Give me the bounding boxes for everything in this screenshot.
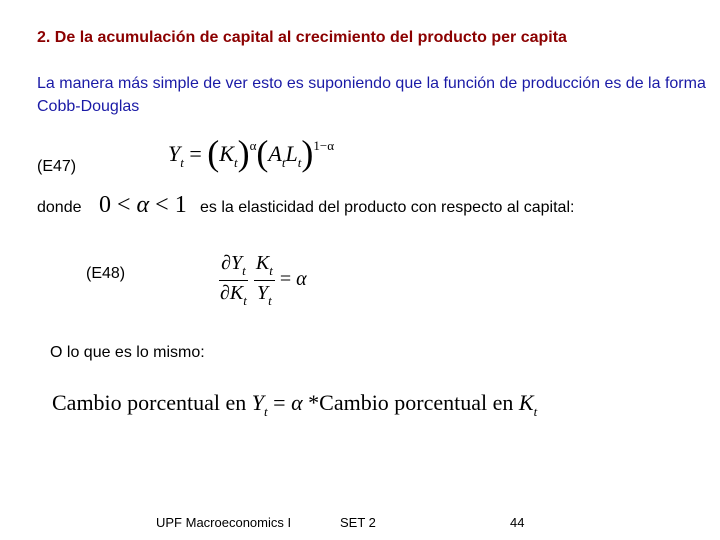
slide-title: 2. De la acumulación de capital al crecimiento del producto per capita <box>37 29 567 46</box>
alpha-range-inequality: 0 < α < 1 <box>99 192 187 218</box>
elasticity-equation: $\frac{\partial Y_t}{\partial K_t}$ $\frac{K_t}{Y_t}$ = α <box>220 252 307 308</box>
percent-change-label-1: Cambio porcentual en <box>52 390 247 415</box>
footer-set: SET 2 <box>340 515 376 530</box>
equation-label-e47: (E47) <box>37 158 77 175</box>
percent-change-label-2: Cambio porcentual en <box>319 390 514 415</box>
same-text: O lo que es lo mismo: <box>50 344 205 361</box>
cobb-douglas-equation: $Y_t = (K_t)^\alpha(A_tL_t)^{1-\alpha}$ <box>168 133 335 173</box>
elasticity-text: es la elasticidad del producto con respecto al capital: <box>200 199 575 216</box>
percent-change-equation: Cambio porcentual en $Y_t = \alpha$ *Cambio porcentual en $K_t$ <box>52 390 538 419</box>
donde-label: donde <box>37 199 82 216</box>
equation-label-e48: (E48) <box>86 265 126 282</box>
intro-paragraph: La manera más simple de ver esto es suponiendo que la función de producción es de la forma Cobb-Douglas <box>37 75 706 115</box>
footer-course: UPF Macroeconomics I <box>156 515 292 530</box>
page-number: 44 <box>510 515 525 530</box>
